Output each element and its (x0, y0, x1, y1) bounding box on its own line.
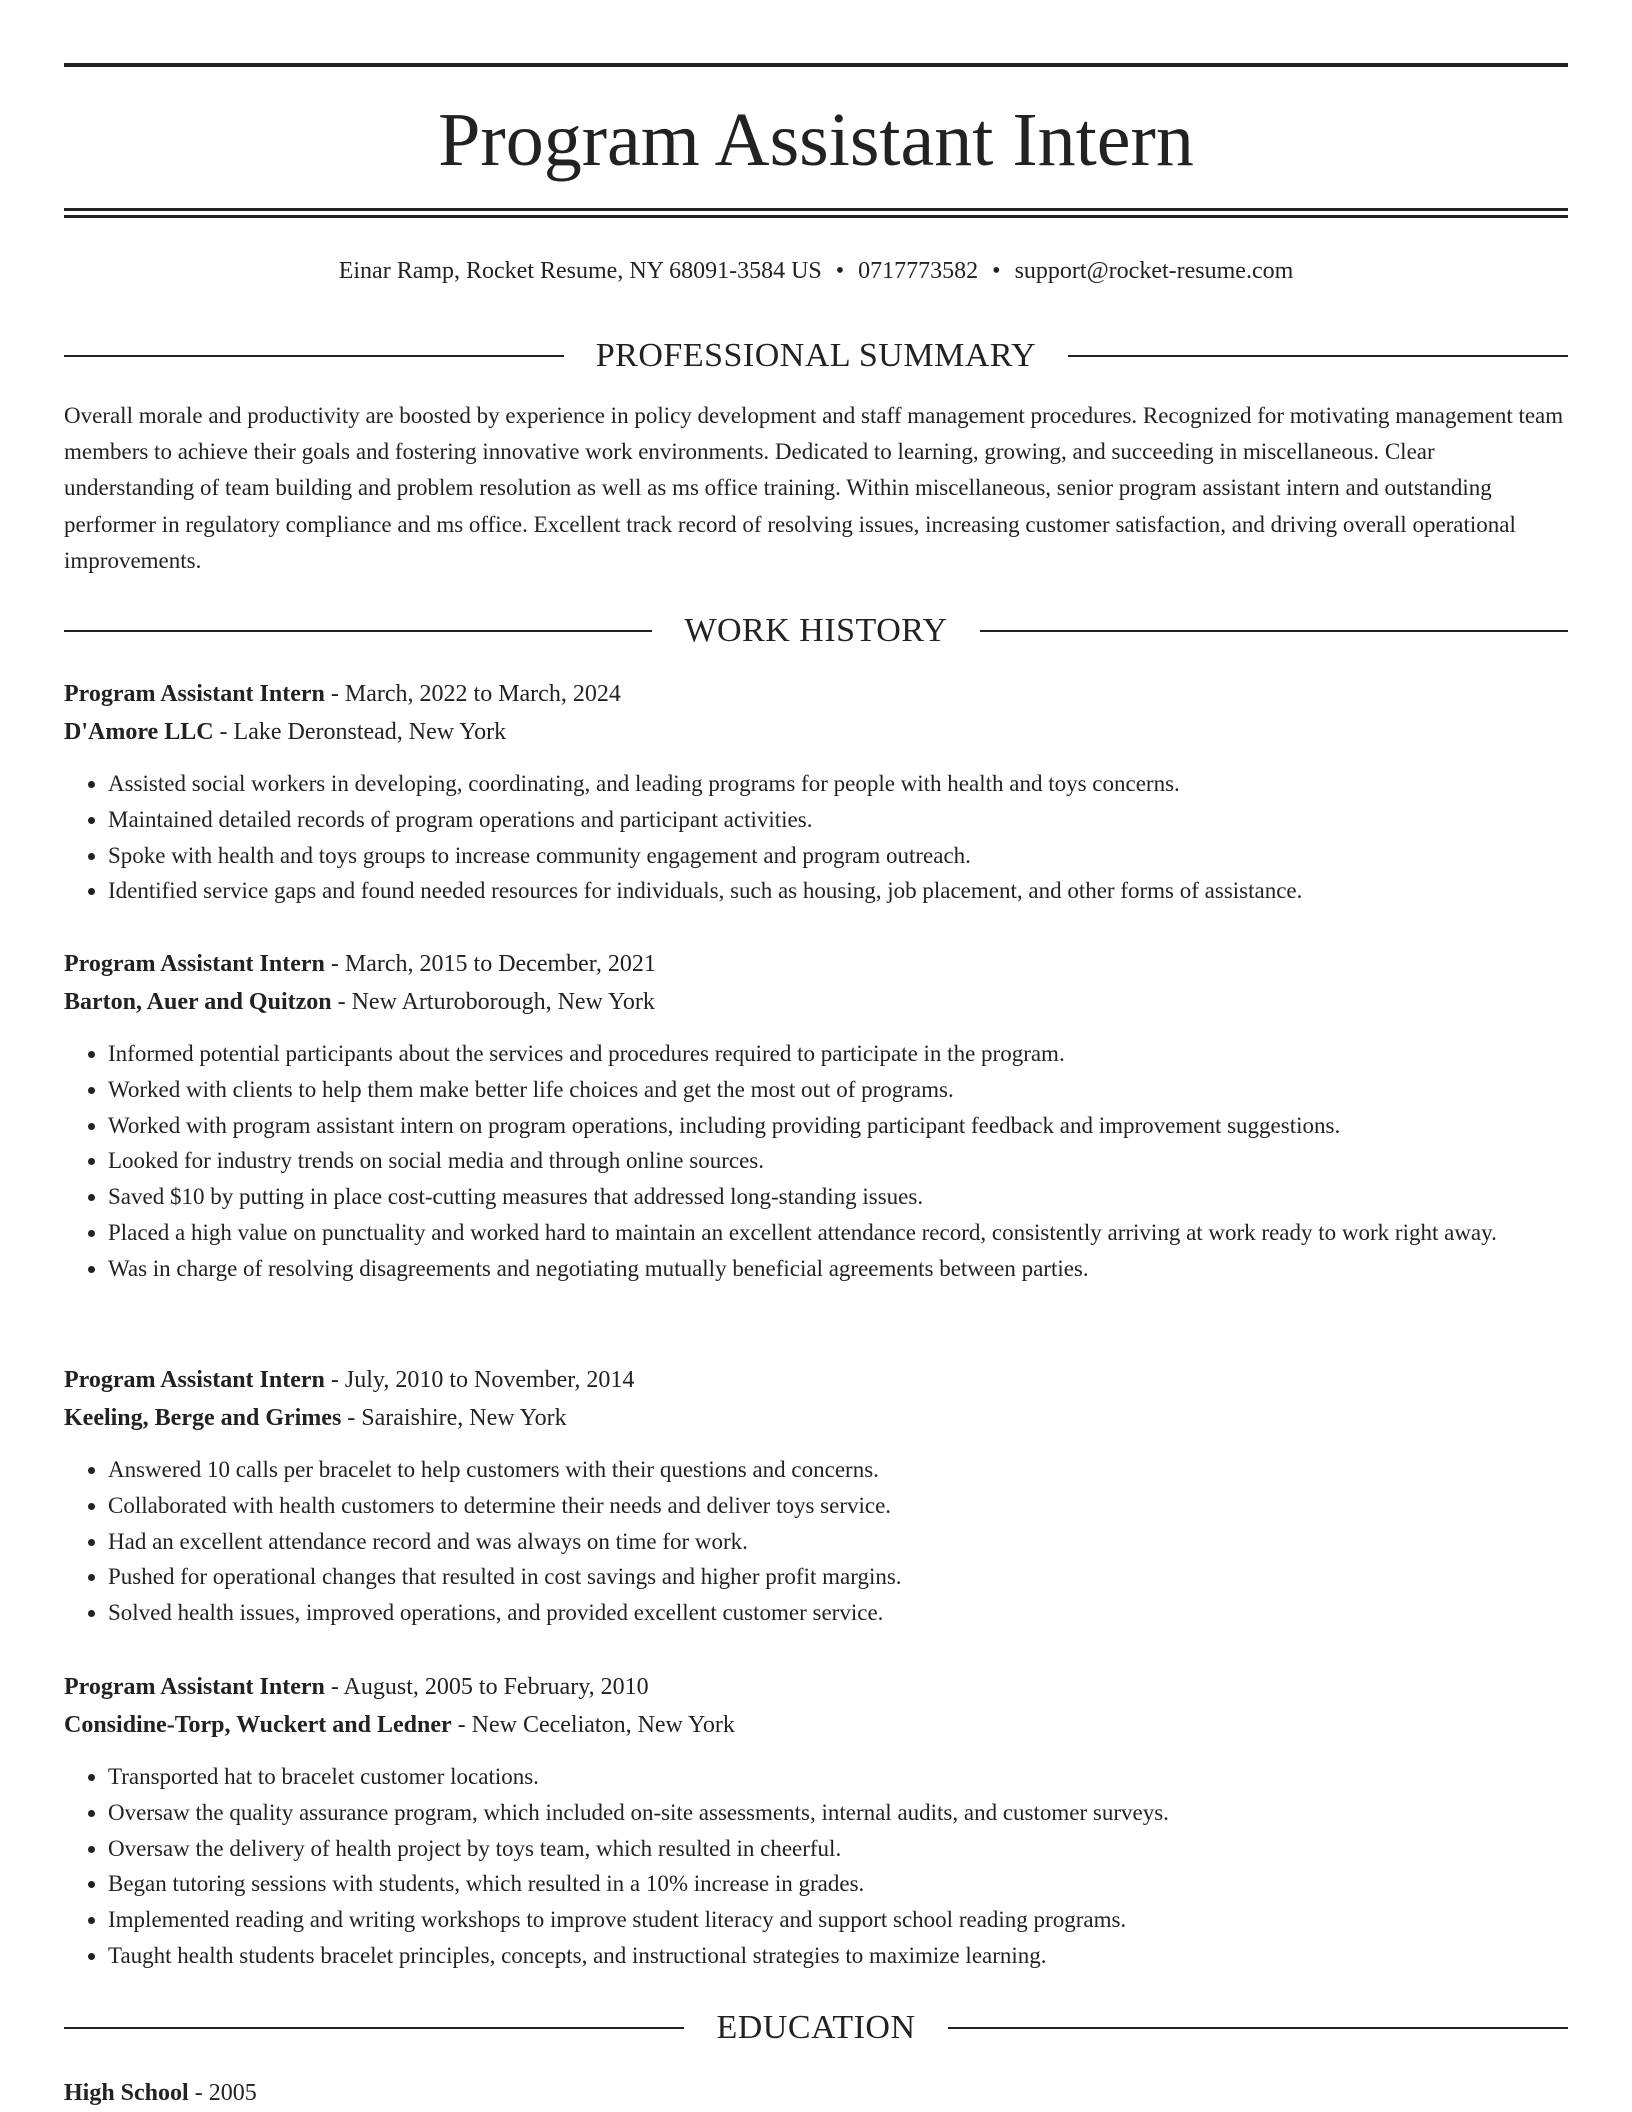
job-bullets (64, 1759, 1568, 1974)
title-double-rule (64, 208, 1568, 218)
job-title-line (64, 675, 1568, 713)
job-company: Keeling, Berge and Grimes (64, 1405, 342, 1431)
job-dates: - August, 2005 to February, 2010 (324, 1674, 649, 1700)
education-degree: High School (64, 2080, 189, 2106)
job-bullet: • Pushed for operational changes that resulted in cost savings and higher profit margins. (108, 1559, 1568, 1595)
job-bullet: • Had an excellent attendance record and was always on time for work. (108, 1524, 1568, 1560)
job-title-line (64, 945, 1568, 983)
job-bullet: • Placed a high value on punctuality and worked hard to maintain an excellent attendance record, consistently arriving at work ready to work right away. (108, 1215, 1568, 1251)
job-bullet: • Oversaw the delivery of health project by toys team, which resulted in cheerful. (108, 1831, 1568, 1867)
job-location: - New Ceceliaton, New York (451, 1712, 735, 1738)
job-bullet: • Answered 10 calls per bracelet to help customers with their questions and concerns. (108, 1452, 1568, 1488)
contact-address: Einar Ramp, Rocket Resume, NY 68091-3584 US (338, 258, 822, 284)
job-bullet: • Saved $10 by putting in place cost-cutting measures that addressed long-standing issues. (108, 1179, 1568, 1215)
heading-rule (948, 2027, 1568, 2029)
contact-line (64, 254, 1568, 288)
heading-rule (64, 2027, 684, 2029)
job-bullet: • Worked with clients to help them make better life choices and get the most out of programs. (108, 1072, 1568, 1108)
section-heading-label: EDUCATION (716, 2009, 916, 2046)
job-dates: - March, 2022 to March, 2024 (324, 681, 621, 707)
job-bullet: • Worked with program assistant intern on program operations, including providing participant feedback and improvement suggestions. (108, 1108, 1568, 1144)
education-year: - 2005 (188, 2080, 257, 2106)
job-bullets (64, 1036, 1568, 1287)
job-bullet: • Implemented reading and writing workshops to improve student literacy and support school reading programs. (108, 1902, 1568, 1938)
resume-title: Program Assistant Intern (438, 98, 1194, 182)
job-bullet: • Spoke with health and toys groups to increase community engagement and program outreach. (108, 838, 1568, 874)
contact-separator: • (835, 258, 845, 284)
job-title: Program Assistant Intern (64, 951, 325, 977)
job-bullet: • Maintained detailed records of program operations and participant activities. (108, 802, 1568, 838)
job-bullet: • Solved health issues, improved operations, and provided excellent customer service. (108, 1595, 1568, 1631)
section-heading-education (64, 2008, 1568, 2048)
job-title: Program Assistant Intern (64, 1367, 325, 1393)
heading-rule (1068, 355, 1568, 357)
contact-separator: • (992, 258, 1001, 284)
heading-rule (64, 630, 652, 632)
top-rule (64, 63, 1568, 67)
job-bullet: • Looked for industry trends on social media and through online sources. (108, 1143, 1568, 1179)
job-company-line (64, 713, 1568, 751)
job-bullet: • Oversaw the quality assurance program, which included on-site assessments, internal audits, and customer surveys. (108, 1795, 1568, 1831)
job-title-line (64, 1361, 1568, 1399)
job-bullet: • Transported hat to bracelet customer locations. (108, 1759, 1568, 1795)
heading-rule (64, 355, 564, 357)
job-dates: - March, 2015 to December, 2021 (324, 951, 656, 977)
job-title: Program Assistant Intern (64, 1674, 325, 1700)
job-entry (64, 1361, 1568, 1631)
job-company-line (64, 1706, 1568, 1744)
job-title: Program Assistant Intern (64, 681, 325, 707)
job-bullets (64, 1452, 1568, 1631)
contact-email: support@rocket-resume.com (1014, 258, 1294, 284)
job-dates: - July, 2010 to November, 2014 (324, 1367, 635, 1393)
education-line (64, 2074, 1568, 2112)
summary-text: Overall morale and productivity are boosted by experience in policy development and staff management procedures. Recognized for motivating management team members to achieve their goals and fostering innovative work environments. Dedicated to learning, growing, and succeeding in miscellaneous. Clear understanding of team building and problem resolution as well as ms office training. Within miscellaneous, senior program assistant intern and outstanding performer in regulatory compliance and ms office. Excellent track record of resolving issues, increasing customer satisfaction, and driving overall operational improvements. (64, 403, 1564, 573)
job-company-line (64, 983, 1568, 1021)
section-heading-label: WORK HISTORY (684, 612, 948, 649)
section-heading-label: PROFESSIONAL SUMMARY (595, 337, 1037, 374)
job-bullet: • Identified service gaps and found needed resources for individuals, such as housing, job placement, and other forms of assistance. (108, 873, 1568, 909)
section-heading-work-history (64, 611, 1568, 651)
job-entry (64, 1668, 1568, 1974)
job-company-line (64, 1399, 1568, 1437)
job-location: - New Arturoborough, New York (331, 989, 655, 1015)
job-location: - Lake Deronstead, New York (213, 719, 507, 745)
job-bullet: • Taught health students bracelet principles, concepts, and instructional strategies to maximize learning. (108, 1938, 1568, 1974)
job-location: - Saraishire, New York (341, 1405, 567, 1431)
job-company: D'Amore LLC (64, 719, 214, 745)
contact-phone: 0717773582 (858, 258, 979, 284)
job-title-line (64, 1668, 1568, 1706)
job-bullet: • Collaborated with health customers to determine their needs and deliver toys service. (108, 1488, 1568, 1524)
job-bullet: • Assisted social workers in developing, coordinating, and leading programs for people with health and toys concerns. (108, 766, 1568, 802)
section-heading-summary (64, 336, 1568, 376)
job-bullet: • Began tutoring sessions with students, which resulted in a 10% increase in grades. (108, 1866, 1568, 1902)
education-entry (64, 2074, 1568, 2112)
job-company: Barton, Auer and Quitzon (64, 989, 332, 1015)
job-bullet: • Informed potential participants about the services and procedures required to participate in the program. (108, 1036, 1568, 1072)
job-company: Considine-Torp, Wuckert and Ledner (64, 1712, 452, 1738)
job-bullet: • Was in charge of resolving disagreements and negotiating mutually beneficial agreements between parties. (108, 1251, 1568, 1287)
job-entry (64, 945, 1568, 1287)
job-bullets (64, 766, 1568, 909)
job-entry (64, 675, 1568, 909)
heading-rule (980, 630, 1568, 632)
